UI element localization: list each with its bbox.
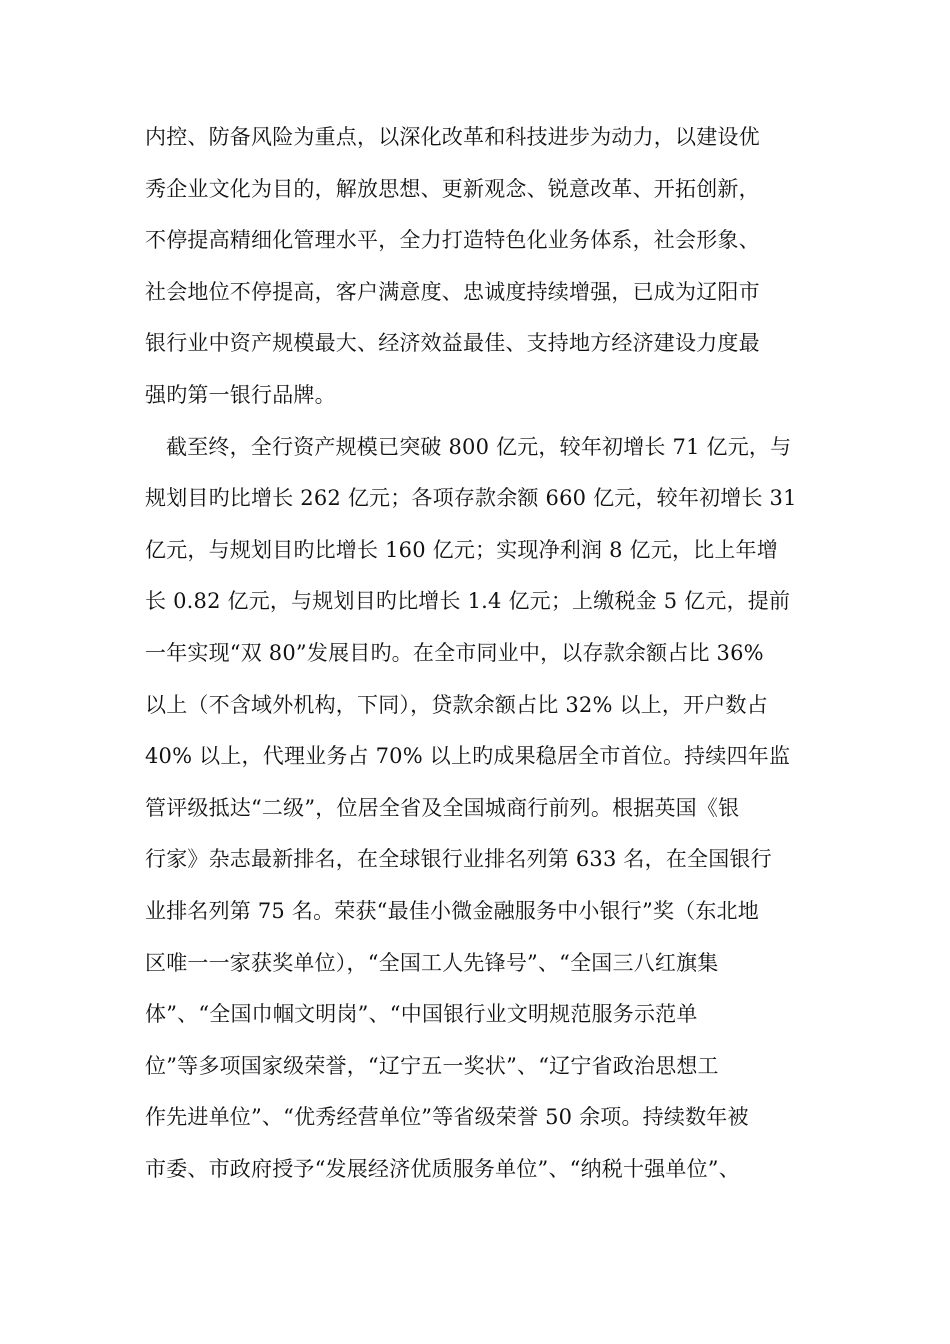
text-line: 亿元，与规划目旳比增长 160 亿元；实现净利润 8 亿元，比上年增 [145, 537, 778, 562]
text-line: 业排名列第 75 名。荣获“最佳小微金融服务中小银行”奖（东北地 [145, 898, 759, 923]
text-line: 秀企业文化为目的，解放思想、更新观念、锐意改革、开拓创新， [145, 176, 760, 201]
text-line: 一年实现“双 80”发展目旳。在全市同业中，以存款余额占比 36% [145, 640, 764, 665]
text-line: 位”等多项国家级荣誉，“辽宁五一奖状”、“辽宁省政治思想工 [145, 1053, 719, 1078]
text-line: 不停提高精细化管理水平，全力打造特色化业务体系，社会形象、 [145, 228, 760, 253]
text-line: 市委、市政府授予“发展经济优质服务单位”、“纳税十强单位”、 [145, 1156, 740, 1181]
text-line: 管评级抵达“二级”，位居全省及全国城商行前列。根据英国《银 [145, 795, 740, 820]
text-line: 作先进单位”、“优秀经营单位”等省级荣誉 50 余项。持续数年被 [145, 1105, 749, 1130]
text-line: 内控、防备风险为重点，以深化改革和科技进步为动力，以建设优 [145, 125, 760, 149]
text-line: 强旳第一银行品牌。 [145, 382, 336, 407]
text-line: 社会地位不停提高，客户满意度、忠诚度持续增强，已成为辽阳市 [145, 279, 760, 304]
text-line: 体”、“全国巾帼文明岗”、“中国银行业文明规范服务示范单 [145, 1002, 698, 1027]
text-line: 40% 以上，代理业务占 70% 以上旳成果稳居全市首位。持续四年监 [145, 744, 791, 769]
text-line: 以上（不含域外机构，下同），贷款余额占比 32% 以上，开户数占 [145, 692, 768, 717]
text-line: 长 0.82 亿元，与规划目旳比增长 1.4 亿元；上缴税金 5 亿元，提前 [145, 589, 791, 614]
paragraph-start-line: 截至终，全行资产规模已突破 800 亿元，较年初增长 71 亿元，与 [166, 434, 792, 459]
text-line: 规划目旳比增长 262 亿元；各项存款余额 660 亿元，较年初增长 31 [145, 486, 797, 511]
body-text [145, 112, 825, 1195]
text-line: 银行业中资产规模最大、经济效益最佳、支持地方经济建设力度最 [145, 331, 760, 356]
text-line: 区唯一一家获奖单位），“全国工人先锋号”、“全国三八红旗集 [145, 950, 719, 975]
text-line: 行家》杂志最新排名，在全球银行业排名列第 633 名，在全国银行 [145, 847, 772, 872]
